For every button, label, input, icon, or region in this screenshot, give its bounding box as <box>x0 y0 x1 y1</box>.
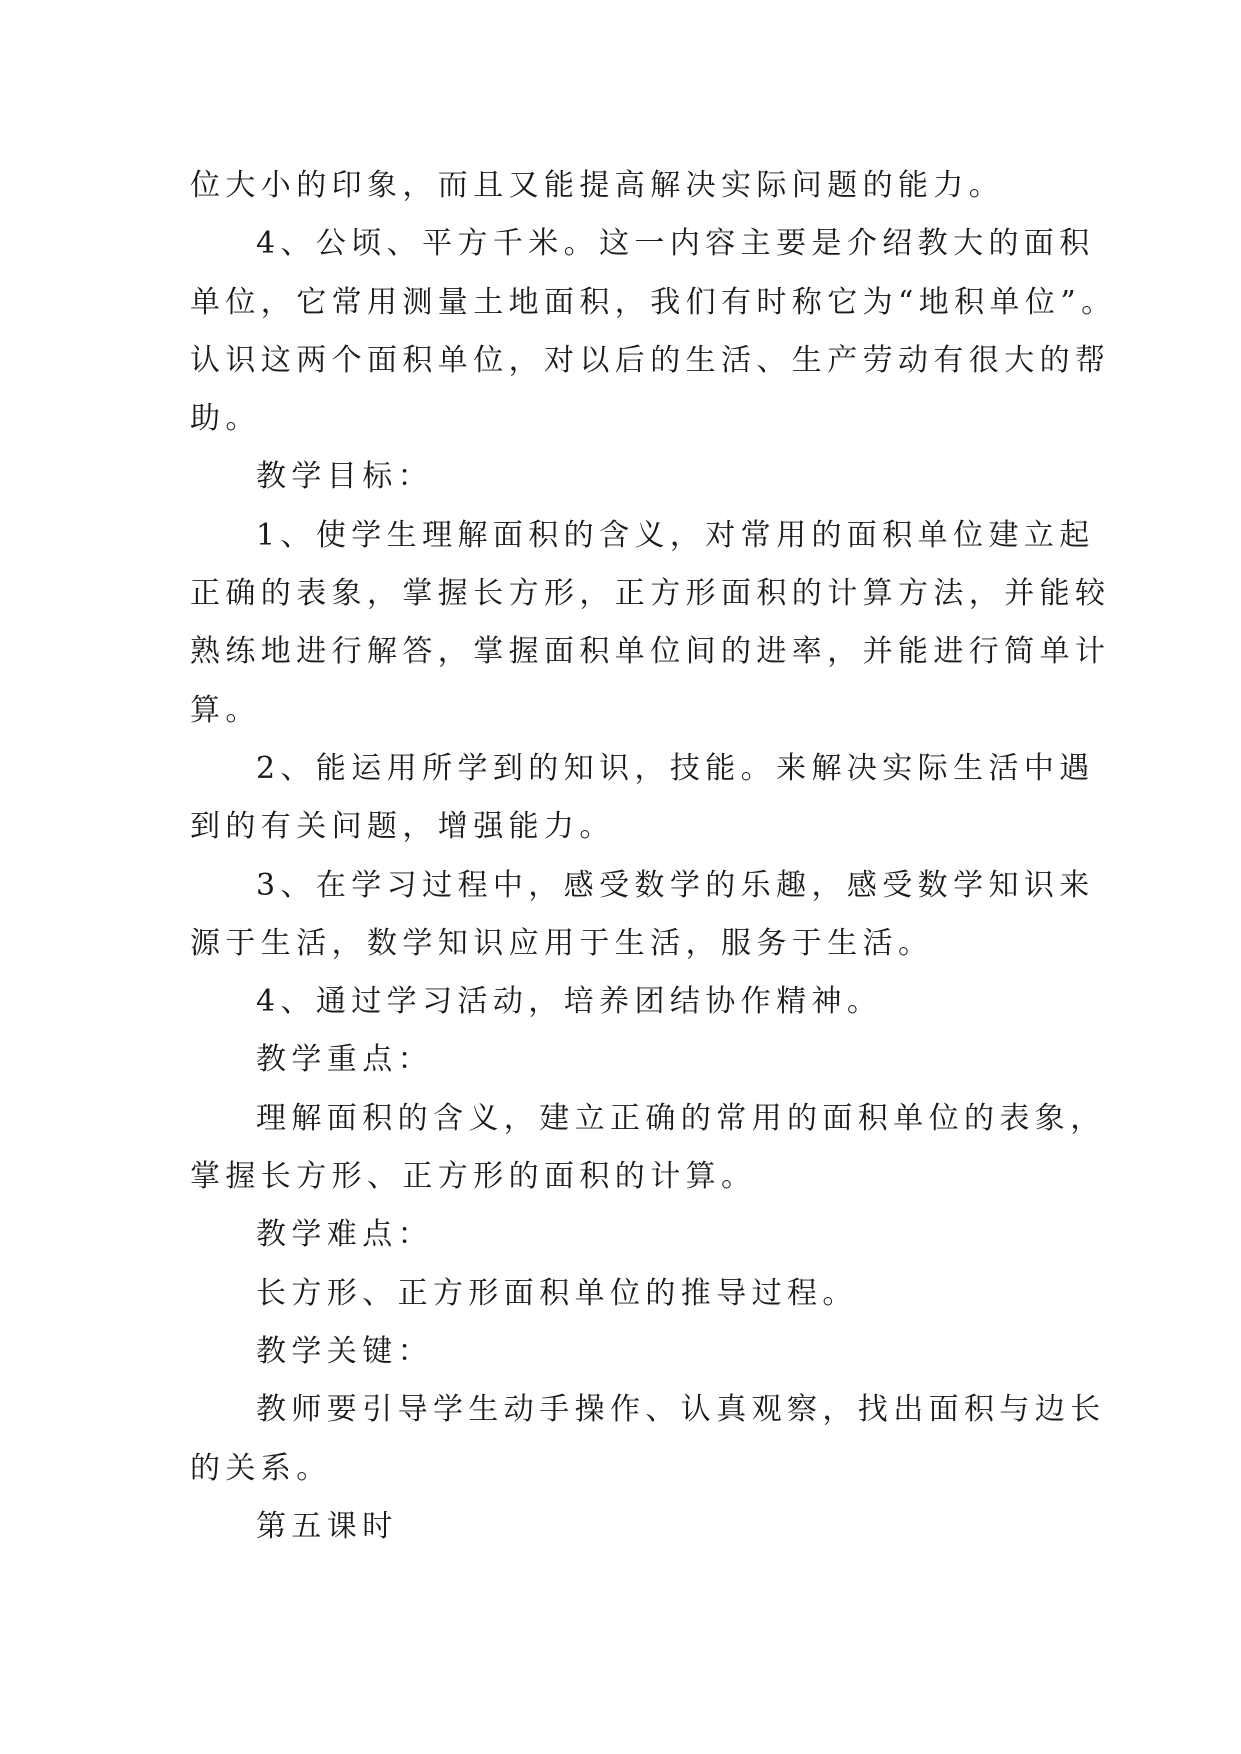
text-line: 位大小的印象，而且又能提高解决实际问题的能力。 <box>190 168 1005 203</box>
text-line: 算。 <box>190 692 261 728</box>
text-line: 第五课时 <box>256 1508 398 1544</box>
text-line: 4、公顷、平方千米。这一内容主要是介绍教大的面积 <box>256 226 1095 262</box>
text-line: 正确的表象，掌握长方形，正方形面积的计算方法，并能较 <box>190 576 1111 612</box>
text-line: 源于生活，数学知识应用于生活，服务于生活。 <box>190 925 934 961</box>
text-line: 长方形、正方形面积单位的推导过程。 <box>256 1275 858 1311</box>
text-line: 教学难点： <box>256 1217 433 1253</box>
text-line: 掌握长方形、正方形的面积的计算。 <box>190 1159 757 1195</box>
text-line: 2、能运用所学到的知识，技能。来解决实际生活中遇 <box>256 750 1095 786</box>
text-line: 教师要引导学生动手操作、认真观察，找出面积与边长 <box>256 1392 1106 1428</box>
text-line: 3、在学习过程中，感受数学的乐趣，感受数学知识来 <box>256 867 1095 903</box>
text-line: 理解面积的含义，建立正确的常用的面积单位的表象， <box>256 1100 1106 1136</box>
text-line: 到的有关问题，增强能力。 <box>190 809 615 845</box>
text-line: 单位，它常用测量土地面积，我们有时称它为“地积单位”。 <box>190 284 1117 320</box>
text-line: 助。 <box>190 401 261 437</box>
text-line: 教学关键： <box>256 1333 433 1369</box>
document-body <box>190 157 1117 1556</box>
text-line: 1、使学生理解面积的含义，对常用的面积单位建立起 <box>256 517 1095 553</box>
text-line: 教学目标： <box>256 459 433 495</box>
text-line: 教学重点： <box>256 1042 433 1078</box>
text-line: 熟练地进行解答，掌握面积单位间的进率，并能进行简单计 <box>190 634 1111 670</box>
text-line: 的关系。 <box>190 1450 332 1486</box>
text-line: 认识这两个面积单位，对以后的生活、生产劳动有很大的帮 <box>190 342 1111 378</box>
text-line: 4、通过学习活动，培养团结协作精神。 <box>256 984 883 1020</box>
